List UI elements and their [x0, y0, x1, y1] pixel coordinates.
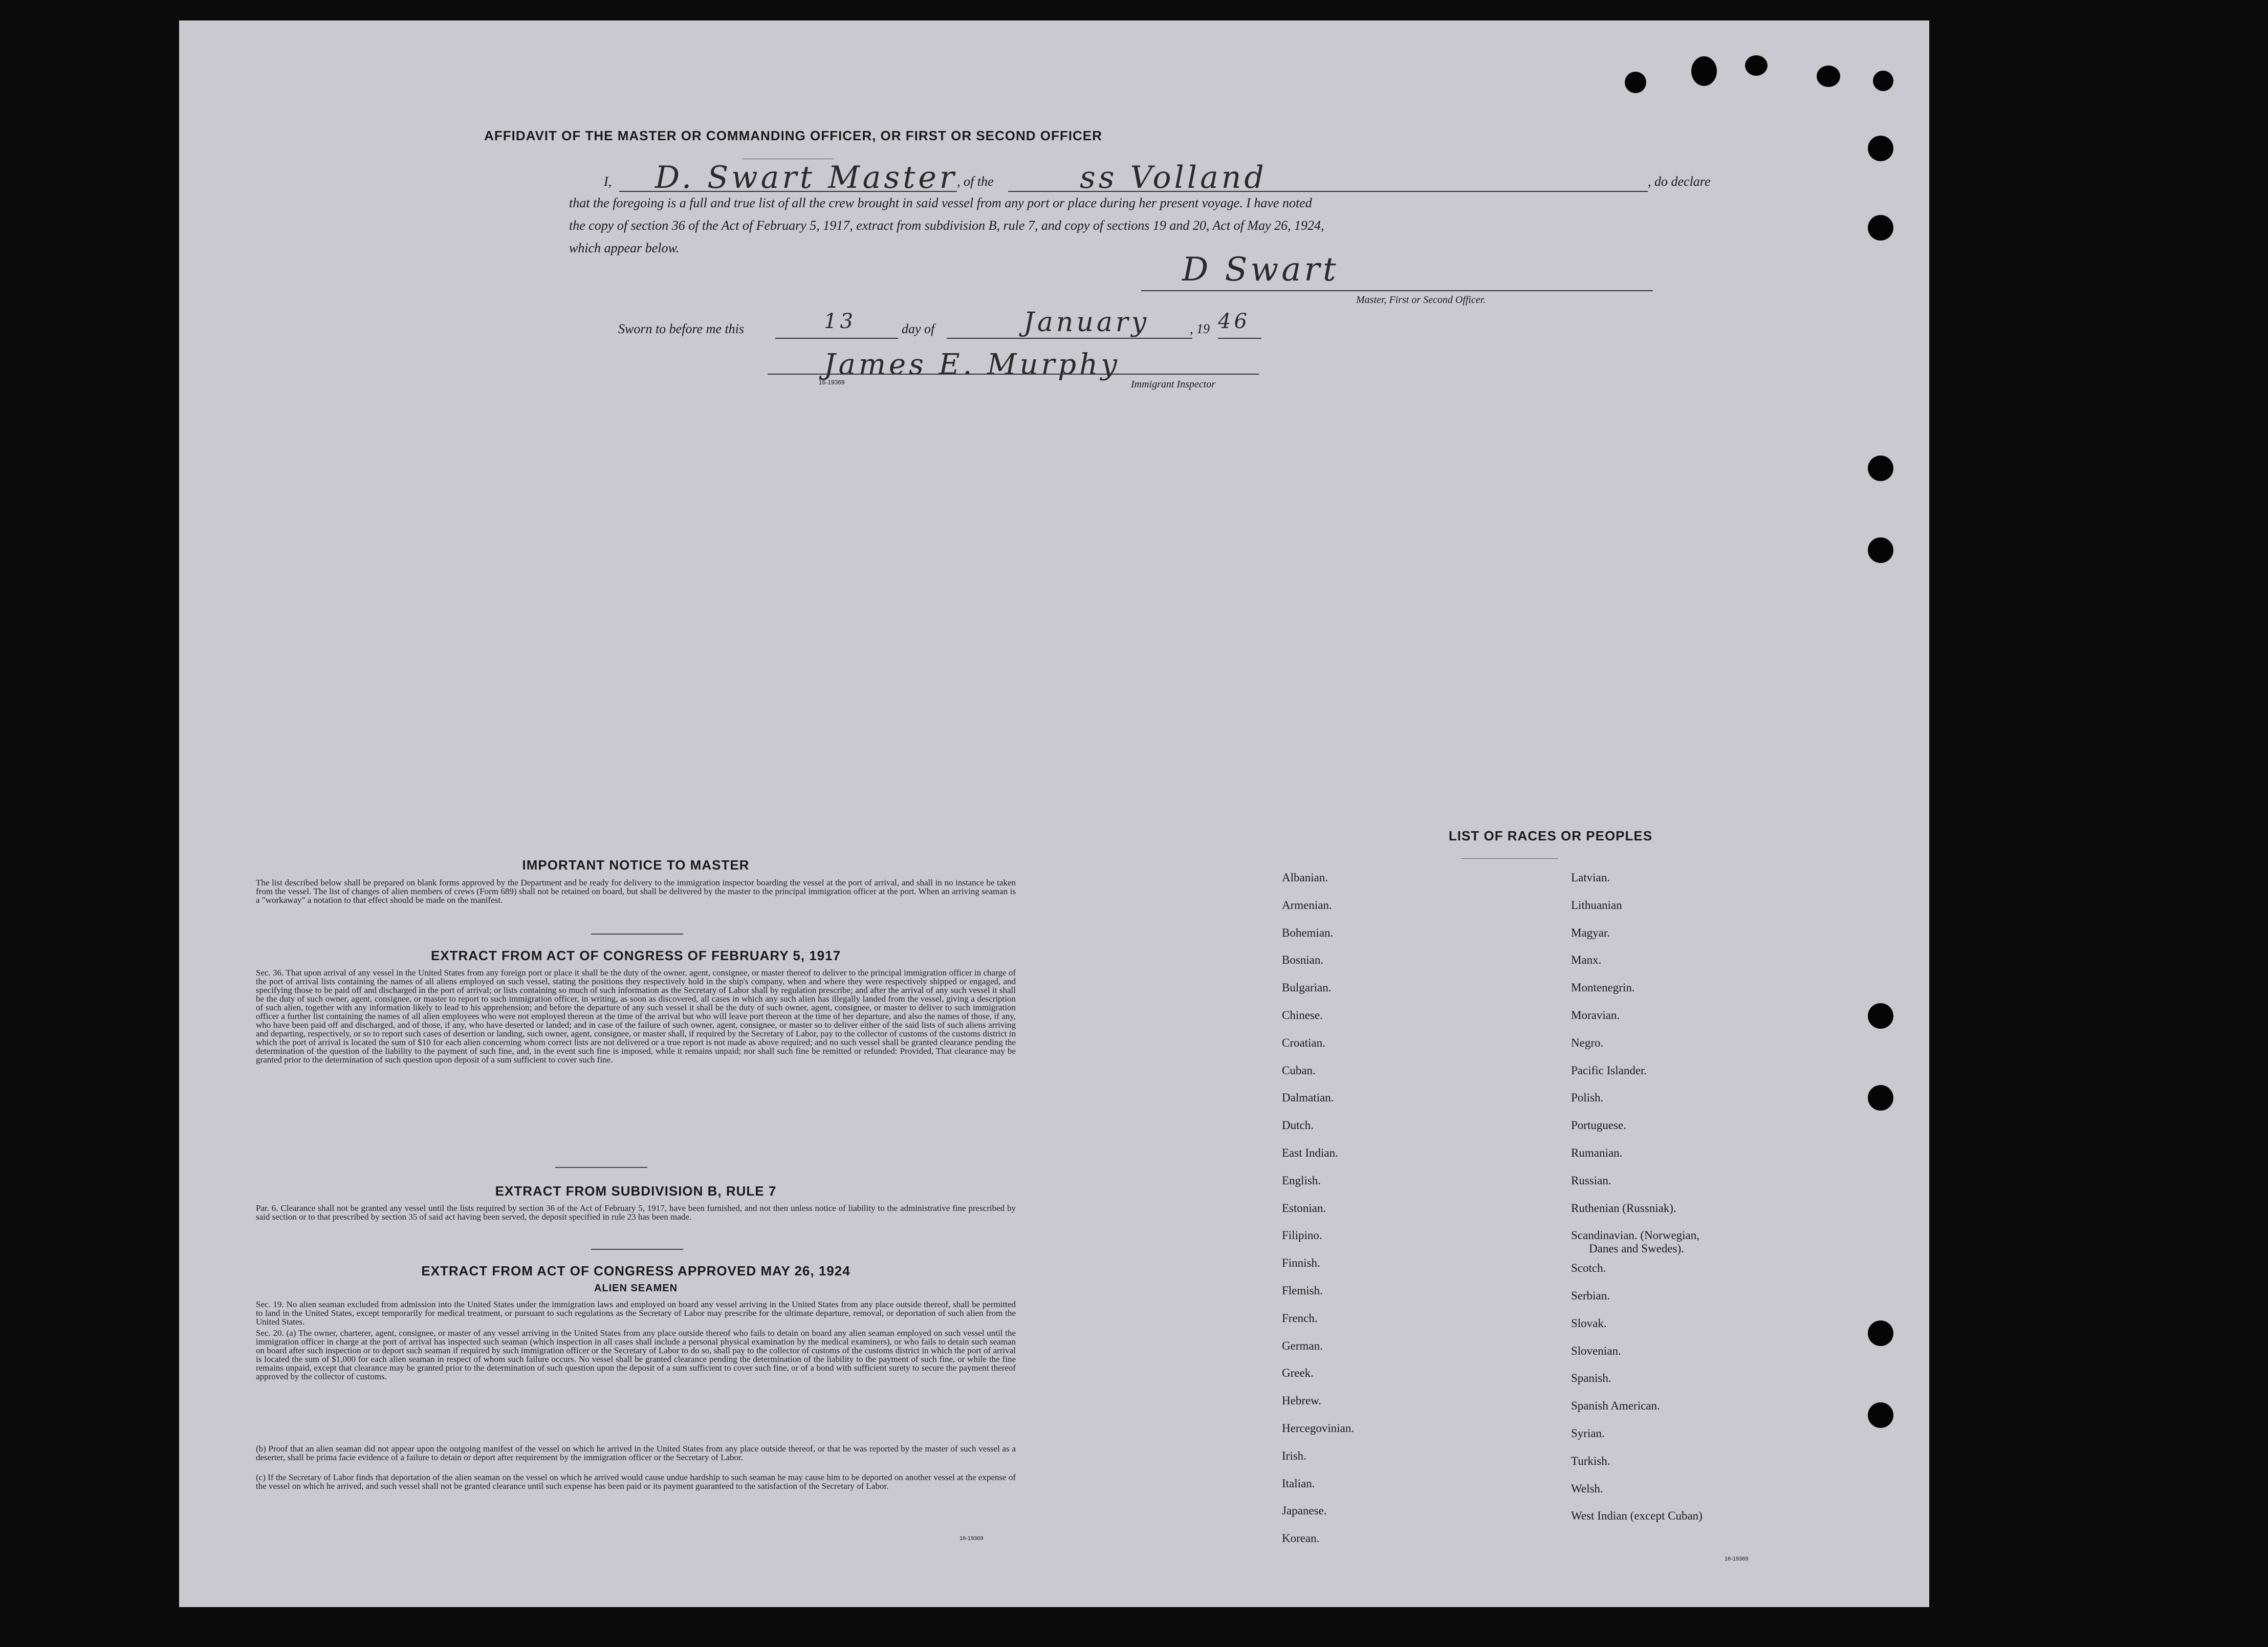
sworn-label: Sworn to before me this: [618, 321, 745, 336]
race-item-right: Negro.: [1571, 1036, 1604, 1049]
signature-line: [1141, 290, 1653, 291]
race-item-right: Slovenian.: [1571, 1344, 1621, 1357]
extract-1924-sec20: Sec. 20. (a) The owner, charterer, agent, consignee, or master of any vessel arriving in the United States from any place outside thereof who fails to detain on board any alien seaman employed on such vessel until the immigration officer in charge at the port of arrival has inspected such seaman (which inspection in all cases shall include a personal physical examination by the medical examiners), or who fails to detain such seaman on board after such inspection or to deport such seaman if required by such immigration officer or the Secretary of Labor to do so, shall pay to the collector of customs of the customs district in which the port of arrival is located the sum of $1,000 for each alien seaman in respect of whom such failure occurs. No vessel shall be granted clearance pending the determination of the liability to the payment of such fine, or while the fine remains unpaid, except that clearance may be granted prior to the determination of such question upon the deposit of a sum sufficient to cover such fine, or of a bond with sufficient surety to secure the payment thereof approved by the collector of customs.: [256, 1328, 1016, 1381]
alien-seamen-subtitle: ALIEN SEAMEN: [594, 1283, 678, 1294]
race-item-right: Manx.: [1571, 953, 1602, 967]
day-line: [775, 338, 898, 339]
race-item-left: Dalmatian.: [1282, 1091, 1334, 1104]
year-line: [1218, 338, 1261, 339]
race-item-left: Hercegovinian.: [1282, 1422, 1355, 1435]
i-label: I,: [604, 174, 612, 189]
extract-1924-sec19: Sec. 19. No alien seaman excluded from admission into the United States under the immigration laws and employed on board any vessel arriving in the United States from any place outside thereof, shall be permitted to land in the United States, except temporarily for medical treatment, or pursuant to such regulations as the Secretary of Labor may prescribe for the ultimate departure, removal, or deportation of such alien from the United States.: [256, 1299, 1016, 1327]
month-handwritten: January: [1023, 307, 1150, 338]
race-item-right: Moravian.: [1571, 1009, 1620, 1022]
race-item-left: Croatian.: [1282, 1036, 1325, 1049]
race-item-right: West Indian (except Cuban): [1571, 1509, 1703, 1523]
race-item-left: Bosnian.: [1282, 953, 1324, 967]
race-item-left: Irish.: [1282, 1449, 1306, 1462]
race-item-right: Scandinavian. (Norwegian,: [1571, 1229, 1700, 1242]
affidavit-title: AFFIDAVIT OF THE MASTER OR COMMANDING OFFICER, OR FIRST OR SECOND OFFICER: [484, 128, 1102, 143]
punch-hole: [1817, 66, 1840, 87]
race-item-left: Korean.: [1282, 1532, 1320, 1545]
master-signature-handwritten: D Swart: [1182, 251, 1339, 289]
race-item-right: Scotch.: [1571, 1262, 1606, 1275]
divider: [555, 1167, 647, 1168]
day-of-label: day of: [902, 321, 935, 336]
extract-1924-sub-c: (c) If the Secretary of Labor finds that deportation of the alien seaman on the vessel on which he arrived would cause undue hardship to such seaman he may cause him to be deported on another vessel at the expense of the vessel on which he arrived, and such vessel shall not be granted clearance until such expense has been paid or its payment guaranteed to the satisfaction of the Secretary of Labor.: [256, 1472, 1016, 1491]
race-item-left: Hebrew.: [1282, 1394, 1322, 1407]
year-handwritten: 46: [1218, 310, 1250, 333]
race-item-right: Slovak.: [1571, 1316, 1607, 1330]
punch-hole: [1868, 215, 1893, 241]
race-item-left: Armenian.: [1282, 898, 1332, 912]
divider: [591, 1249, 683, 1250]
inspector-line: [768, 374, 1259, 375]
race-item-left: Greek.: [1282, 1367, 1314, 1380]
affidavit-body-line-1: that the foregoing is a full and true list of all the crew brought in said vessel from any port or place during her present voyage. I have noted: [569, 196, 1312, 210]
race-item-right: Latvian.: [1571, 871, 1610, 884]
races-title: LIST OF RACES OR PEOPLES: [1448, 828, 1653, 843]
race-item-right: Polish.: [1571, 1091, 1604, 1104]
punch-hole: [1868, 1003, 1893, 1029]
race-item-right: Spanish American.: [1571, 1399, 1660, 1413]
divider: [591, 934, 683, 935]
affidavit-body-line-2: the copy of section 36 of the Act of February 5, 1917, extract from subdivision B, rule 7, and copy of sections 19 and 20, Act of May 26, 1924,: [569, 218, 1324, 233]
notice-title: IMPORTANT NOTICE TO MASTER: [522, 857, 750, 873]
race-item-left: German.: [1282, 1339, 1323, 1352]
punch-hole: [1868, 1085, 1893, 1111]
race-item-right: Welsh.: [1571, 1482, 1603, 1495]
race-item-right: Turkish.: [1571, 1454, 1610, 1467]
race-item-left: Chinese.: [1282, 1009, 1323, 1022]
race-item-right: Magyar.: [1571, 926, 1610, 939]
race-item-right: Russian.: [1571, 1174, 1611, 1187]
vessel-name-handwritten: ss Volland: [1080, 160, 1267, 196]
extract-1924-title: EXTRACT FROM ACT OF CONGRESS APPROVED MAY 26, 1924: [421, 1263, 850, 1278]
year-prefix: , 19: [1190, 321, 1210, 336]
race-item-left: Albanian.: [1282, 871, 1328, 884]
race-item-right: Ruthenian (Russniak).: [1571, 1201, 1676, 1215]
race-item-left: Italian.: [1282, 1477, 1315, 1490]
extract-1924-sub-b: (b) Proof that an alien seaman did not appear upon the outgoing manifest of the vessel on which he arrived in the United States from any place outside thereof, or that he was reported by the master of such vessel as a deserter, shall be prima facie evidence of a failure to detain or deport after requirement by the immigration officer or the Secretary of Labor.: [256, 1444, 1016, 1462]
of-the-label: , of the: [957, 174, 994, 189]
race-item-right: Spanish.: [1571, 1372, 1611, 1385]
month-line: [947, 338, 1192, 339]
race-item-right: Portuguese.: [1571, 1119, 1626, 1132]
form-number: 16-19369: [819, 379, 845, 386]
extract-1917-title: EXTRACT FROM ACT OF CONGRESS OF FEBRUARY 5, 1917: [430, 948, 841, 963]
punch-hole: [1868, 136, 1893, 161]
race-item-right: Lithuanian: [1571, 898, 1622, 912]
race-item-left: Flemish.: [1282, 1284, 1323, 1297]
race-item-right: Syrian.: [1571, 1427, 1605, 1440]
signature-caption: Master, First or Second Officer.: [1356, 294, 1486, 306]
punch-hole: [1745, 55, 1768, 76]
affidavit-body-line-3: which appear below.: [569, 241, 680, 255]
do-declare-label: , do declare: [1648, 174, 1711, 189]
race-item-right: Serbian.: [1571, 1289, 1610, 1302]
extract-rule7-text: Par. 6. Clearance shall not be granted any vessel until the lists required by section 36 of the Act of February 5, 1917, have been furnished, and not then unless notice of liability to the administrative fine prescribed by said section or to that prescribed by section 35 of said act having been served, the deposit specified in rule 23 has been made.: [256, 1203, 1016, 1222]
race-item-left: Cuban.: [1282, 1064, 1316, 1077]
form-sheet: [179, 20, 1929, 1607]
race-item-left: Bulgarian.: [1282, 981, 1332, 994]
form-number: 16-19369: [959, 1535, 984, 1542]
race-item-right: Montenegrin.: [1571, 981, 1635, 994]
race-item-left: Finnish.: [1282, 1256, 1320, 1270]
race-item-left: Estonian.: [1282, 1201, 1326, 1215]
punch-hole: [1625, 72, 1646, 93]
race-item-left: Japanese.: [1282, 1504, 1327, 1518]
divider: [1461, 858, 1558, 859]
race-item-left: English.: [1282, 1174, 1321, 1187]
extract-rule7-title: EXTRACT FROM SUBDIVISION B, RULE 7: [495, 1183, 777, 1199]
race-item-right: Danes and Swedes).: [1589, 1242, 1684, 1255]
punch-hole: [1868, 1320, 1893, 1346]
inspector-signature-handwritten: James E. Murphy: [824, 348, 1120, 381]
race-item-right: Rumanian.: [1571, 1146, 1623, 1159]
notice-text: The list described below shall be prepared on blank forms approved by the Department and be ready for delivery to the immigration inspector boarding the vessel at the port of arrival, and shall in no instance be taken from the vessel. The list of changes of alien members of crews (Form 689) shall not be retained on board, but shall be delivered by the master to the principal immigration officer at the port. When an arriving seaman is a "workaway" a notation to that effect should be made on the manifest.: [256, 878, 1016, 905]
race-item-left: French.: [1282, 1311, 1318, 1325]
race-item-right: Pacific Islander.: [1571, 1064, 1647, 1077]
punch-hole: [1868, 1402, 1893, 1428]
race-item-left: Dutch.: [1282, 1119, 1314, 1132]
race-item-left: Bohemian.: [1282, 926, 1334, 939]
extract-1917-text: Sec. 36. That upon arrival of any vessel in the United States from any foreign port or place it shall be the duty of the owner, agent, consignee, or master thereof to deliver to the principal immigration officer in charge of the port of arrival lists containing the names of all aliens employed on such vessel, stating the positions they respectively hold in the ship's company, when and where they were respectively shipped or engaged, and specifying those to be paid off and discharged in the port of arrival; or lists containing so much of such information as the Secretary of Labor shall by regulation prescribe; and after the arrival of any such vessel it shall be the duty of such owner, agent, consignee, or master to report to such immigration officer, in writing, as soon as discovered, all cases in which any such alien has illegally landed from the vessel, giving a description of such alien, together with any information likely to lead to his apprehension; and before the departure of any such vessel it shall be the duty of such owner, agent, consignee, or master to deliver to such immigration officer a further list containing the names of all alien employees who were not employed thereon at the time of the arrival but who will leave port thereon at the time of her departure, and also the names of those, if any, who have been paid off and discharged, and of those, if any, who have deserted or landed; and in case of the failure of such owner, agent, consignee, or master so to deliver either of the said lists of such aliens arriving and departing, respectively, or so to report such cases of desertion or landing, such owner, agent, consignee, or master shall, if required by the Secretary of Labor, pay to the collector of customs of the customs district in which the port of arrival is located the sum of $10 for each alien concerning whom correct lists are not delivered or a true report is not made as above required; and no such vessel shall be granted clearance pending the determination of the question of the liability to the payment of such fine, and, in the event such fine is imposed, while it remains unpaid; nor shall such fine be remitted or refunded: Provided, That clearance may be granted prior to the determination of such question upon deposit of a sum sufficient to cover such fine.: [256, 968, 1016, 1065]
master-name-handwritten: D. Swart Master: [655, 160, 957, 196]
race-item-left: Filipino.: [1282, 1229, 1322, 1242]
punch-hole: [1873, 71, 1893, 91]
day-handwritten: 13: [824, 310, 856, 333]
inspector-caption: Immigrant Inspector: [1131, 379, 1215, 390]
form-number: 16-19369: [1725, 1556, 1749, 1562]
punch-hole: [1868, 537, 1893, 563]
race-item-left: East Indian.: [1282, 1146, 1338, 1159]
punch-hole: [1868, 456, 1893, 481]
punch-hole: [1691, 56, 1717, 86]
